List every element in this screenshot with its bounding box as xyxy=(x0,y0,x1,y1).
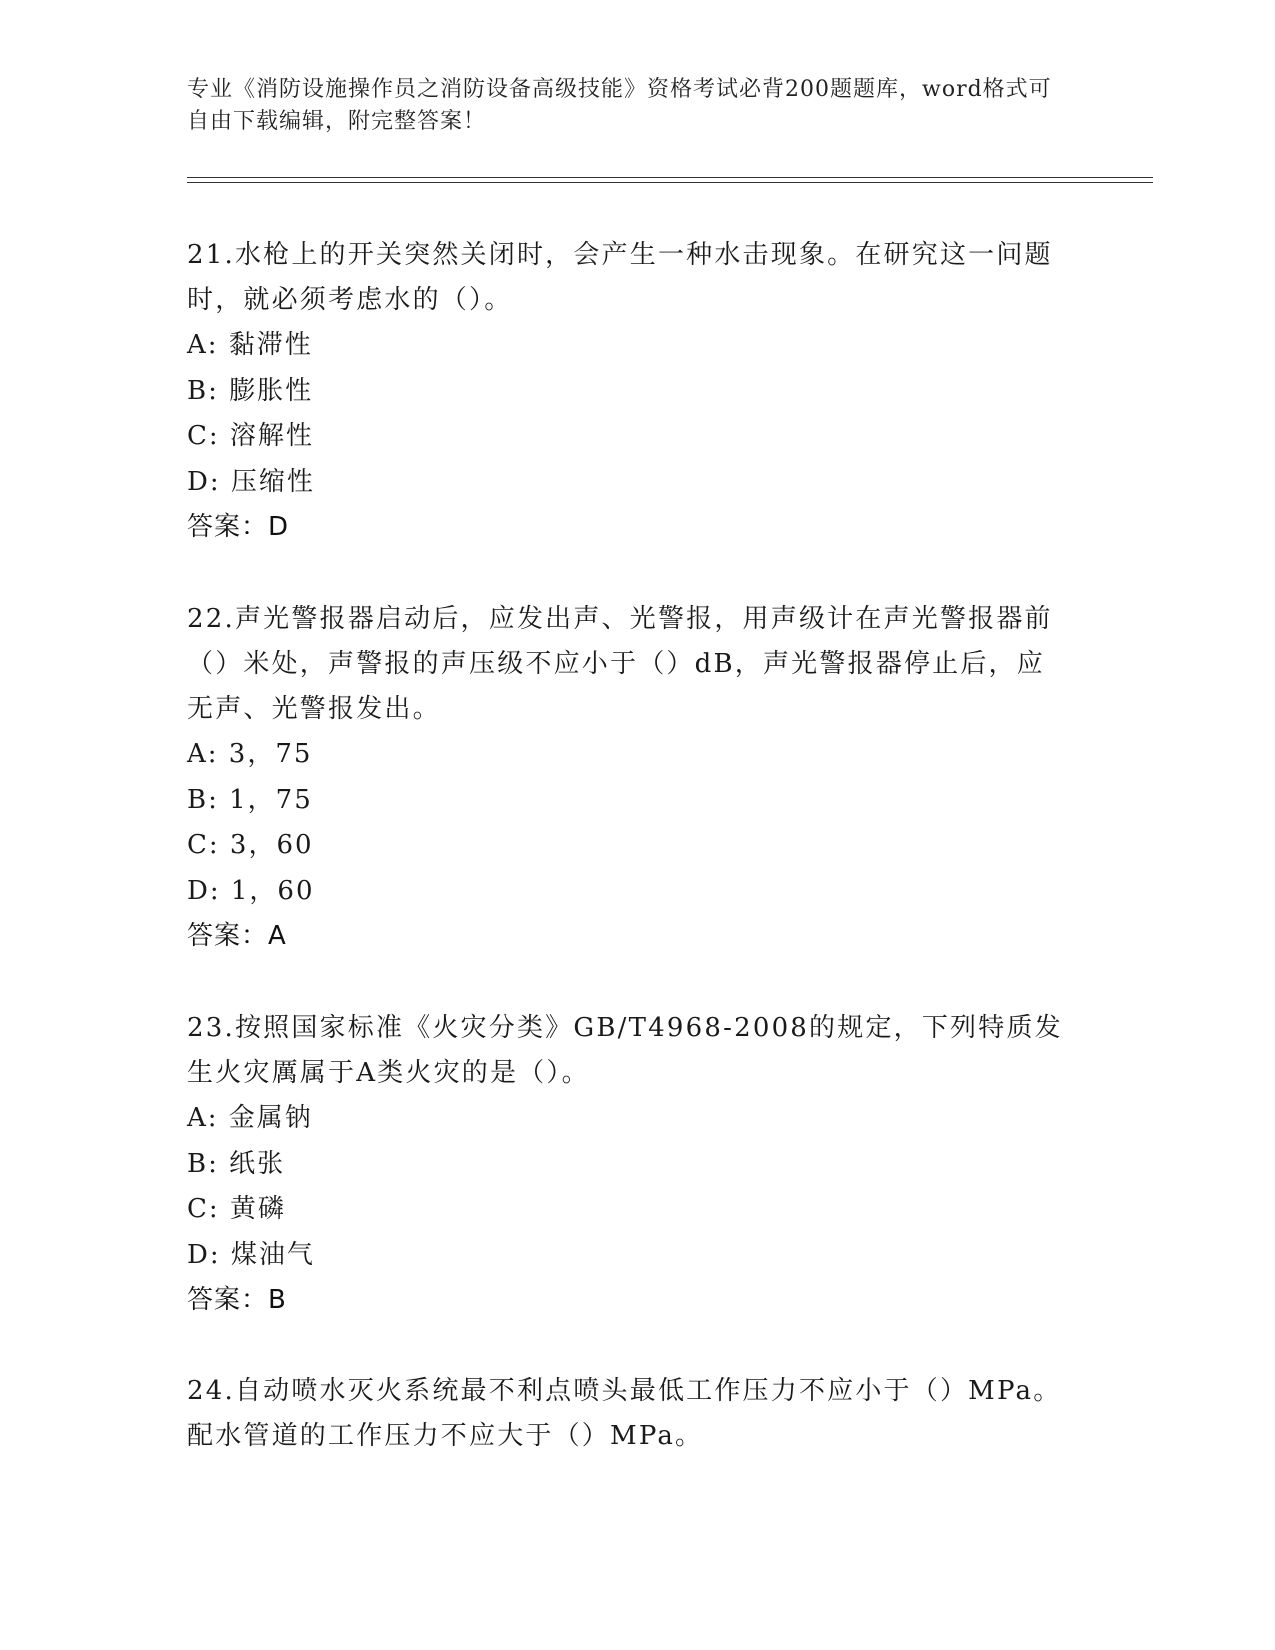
question-stem: 21.水枪上的开关突然关闭时，会产生一种水击现象。在研究这一问题时，就必须考虑水的（）。 xyxy=(187,240,1053,315)
option-a: A: 黏滞性 xyxy=(187,330,313,360)
option-c: C: 3，60 xyxy=(187,830,314,860)
option-d: D: 压缩性 xyxy=(187,466,315,497)
header-divider-top xyxy=(187,177,1153,178)
question-stem: 22.声光警报器启动后，应发出声、光警报，用声级计在声光警报器前（）米处，声警报的声压级不应小于（）dB，声光警报器停止后，应无声、光警报发出。 xyxy=(187,604,1053,724)
option-b: B: 1，75 xyxy=(187,784,313,815)
question-stem: 24.自动喷水灭火系统最不利点喷头最低工作压力不应小于（）MPa。配水管道的工作压力不应大于（）MPa。 xyxy=(187,1376,1062,1451)
option-c: C: 黄磷 xyxy=(187,1194,286,1224)
header-divider-bottom xyxy=(187,182,1153,183)
option-d: D: 煤油气 xyxy=(187,1239,315,1270)
option-a: A: 金属钠 xyxy=(187,1103,313,1133)
answer: 答案：B xyxy=(187,1285,287,1315)
question-21 xyxy=(187,233,1067,550)
question-stem: 23.按照国家标准《火灾分类》GB/T4968-2008的规定，下列特质发生火灾厲属于A类火灾的是（）。 xyxy=(187,1013,1063,1088)
option-c: C: 溶解性 xyxy=(187,421,314,451)
option-b: B: 膨胀性 xyxy=(187,375,314,406)
option-d: D: 1，60 xyxy=(187,875,315,906)
question-23 xyxy=(187,1006,1067,1323)
answer: 答案：D xyxy=(187,512,290,542)
question-24 xyxy=(187,1369,1067,1459)
document-header: 专业《消防设施操作员之消防设备高级技能》资格考试必背200题题库，word格式可自由下载编辑，附完整答案！ xyxy=(187,77,1052,134)
option-a: A: 3，75 xyxy=(187,739,313,769)
question-22 xyxy=(187,597,1067,959)
answer: 答案：A xyxy=(187,921,287,951)
option-b: B: 纸张 xyxy=(187,1148,286,1179)
